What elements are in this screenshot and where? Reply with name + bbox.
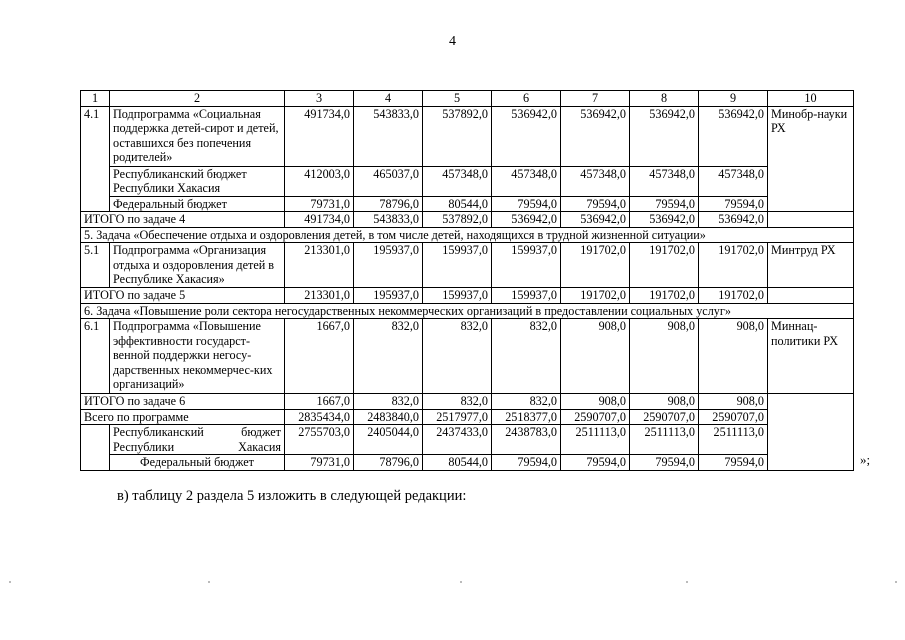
table-row	[81, 319, 854, 394]
value-cell: 908,0	[561, 394, 630, 410]
value-cell: 536942,0	[561, 106, 630, 166]
scan-speck	[895, 581, 897, 583]
value-cell: 457348,0	[561, 166, 630, 196]
item-number: 4.1	[81, 106, 110, 212]
header-cell: 10	[768, 91, 854, 107]
empty-cell	[768, 288, 854, 304]
executor-cell: Минтруд РХ	[768, 243, 854, 288]
table-header-row	[81, 91, 854, 107]
value-cell: 2835434,0	[285, 409, 354, 425]
empty-cell	[768, 212, 854, 228]
value-cell: 80544,0	[423, 455, 492, 471]
value-cell: 457348,0	[699, 166, 768, 196]
value-cell: 79731,0	[285, 196, 354, 212]
value-cell: 78796,0	[354, 196, 423, 212]
program-total-row	[81, 409, 854, 425]
page-number: 4	[449, 34, 456, 49]
value-cell: 2511113,0	[699, 425, 768, 455]
value-cell: 195937,0	[354, 243, 423, 288]
value-cell: 191702,0	[699, 288, 768, 304]
executor-cell: Миннац-политики РХ	[768, 319, 854, 394]
value-cell: 2438783,0	[492, 425, 561, 455]
task-heading: 6. Задача «Повышение роли сектора негосударственных некоммерческих организаций в предоставлении социальных услуг»	[81, 303, 854, 319]
table-row	[81, 166, 854, 196]
value-cell: 80544,0	[423, 196, 492, 212]
task-heading-row	[81, 227, 854, 243]
budget-table	[80, 90, 854, 471]
value-cell: 213301,0	[285, 243, 354, 288]
task-heading-row	[81, 303, 854, 319]
task-total-label: ИТОГО по задаче 6	[81, 394, 285, 410]
table-row	[81, 196, 854, 212]
header-cell: 7	[561, 91, 630, 107]
value-cell: 213301,0	[285, 288, 354, 304]
value-cell: 536942,0	[492, 212, 561, 228]
value-cell: 2511113,0	[630, 425, 699, 455]
value-cell: 2590707,0	[630, 409, 699, 425]
table-row	[81, 106, 854, 166]
item-name: Подпрограмма «Организация отдыха и оздоровления детей в Республике Хакасия»	[110, 243, 285, 288]
value-cell: 1667,0	[285, 394, 354, 410]
value-cell: 159937,0	[423, 288, 492, 304]
value-cell: 543833,0	[354, 212, 423, 228]
table-row	[81, 455, 854, 471]
value-cell: 2590707,0	[699, 409, 768, 425]
value-cell: 536942,0	[492, 106, 561, 166]
header-cell: 9	[699, 91, 768, 107]
value-cell: 79594,0	[492, 196, 561, 212]
executor-cell: Минобр-науки РХ	[768, 106, 854, 212]
task-heading: 5. Задача «Обеспечение отдыха и оздоровления детей, в том числе детей, находящихся в трудной жизненной ситуации»	[81, 227, 854, 243]
header-cell: 5	[423, 91, 492, 107]
value-cell: 832,0	[354, 394, 423, 410]
value-cell: 536942,0	[630, 212, 699, 228]
value-cell: 908,0	[630, 319, 699, 394]
value-cell: 491734,0	[285, 106, 354, 166]
value-cell: 537892,0	[423, 212, 492, 228]
task-total-row	[81, 394, 854, 410]
task-total-label: ИТОГО по задаче 5	[81, 288, 285, 304]
table-row	[81, 425, 854, 455]
header-cell: 2	[110, 91, 285, 107]
value-cell: 2755703,0	[285, 425, 354, 455]
value-cell: 457348,0	[630, 166, 699, 196]
value-cell: 536942,0	[699, 106, 768, 166]
value-cell: 908,0	[699, 319, 768, 394]
value-cell: 491734,0	[285, 212, 354, 228]
task-total-label: ИТОГО по задаче 4	[81, 212, 285, 228]
value-cell: 79594,0	[492, 455, 561, 471]
scan-speck	[460, 581, 462, 583]
value-cell: 159937,0	[492, 288, 561, 304]
value-cell: 832,0	[423, 394, 492, 410]
scan-speck	[208, 581, 210, 583]
value-cell: 537892,0	[423, 106, 492, 166]
value-cell: 79594,0	[561, 196, 630, 212]
program-total-label: Всего по программе	[81, 409, 285, 425]
value-cell: 543833,0	[354, 106, 423, 166]
amendment-note: в) таблицу 2 раздела 5 изложить в следующей редакции:	[117, 488, 467, 504]
value-cell: 195937,0	[354, 288, 423, 304]
budget-source: Федеральный бюджет	[110, 196, 285, 212]
value-cell: 2511113,0	[561, 425, 630, 455]
value-cell: 191702,0	[561, 288, 630, 304]
task-total-row	[81, 288, 854, 304]
budget-source: Федеральный бюджет	[110, 455, 285, 471]
header-cell: 1	[81, 91, 110, 107]
value-cell: 191702,0	[630, 288, 699, 304]
value-cell: 832,0	[354, 319, 423, 394]
value-cell: 79594,0	[561, 455, 630, 471]
value-cell: 832,0	[423, 319, 492, 394]
value-cell: 191702,0	[699, 243, 768, 288]
scan-speck	[9, 581, 11, 583]
value-cell: 2518377,0	[492, 409, 561, 425]
value-cell: 191702,0	[561, 243, 630, 288]
value-cell: 78796,0	[354, 455, 423, 471]
value-cell: 536942,0	[699, 212, 768, 228]
value-cell: 1667,0	[285, 319, 354, 394]
value-cell: 159937,0	[423, 243, 492, 288]
value-cell: 79594,0	[630, 196, 699, 212]
header-cell: 8	[630, 91, 699, 107]
table-row	[81, 243, 854, 288]
value-cell: 908,0	[630, 394, 699, 410]
item-number: 6.1	[81, 319, 110, 394]
value-cell: 832,0	[492, 394, 561, 410]
value-cell: 79594,0	[699, 455, 768, 471]
value-cell: 832,0	[492, 319, 561, 394]
header-cell: 4	[354, 91, 423, 107]
item-number: 5.1	[81, 243, 110, 288]
item-name: Подпрограмма «Социальная поддержка детей-сирот и детей, оставшихся без попечения родителей»	[110, 106, 285, 166]
value-cell: 536942,0	[630, 106, 699, 166]
value-cell: 465037,0	[354, 166, 423, 196]
value-cell: 2437433,0	[423, 425, 492, 455]
scan-speck	[686, 581, 688, 583]
value-cell: 536942,0	[561, 212, 630, 228]
value-cell: 2483840,0	[354, 409, 423, 425]
value-cell: 908,0	[699, 394, 768, 410]
budget-source: Республиканский бюджет Республики Хакасия	[110, 425, 285, 455]
value-cell: 457348,0	[492, 166, 561, 196]
value-cell: 79594,0	[630, 455, 699, 471]
empty-cell	[81, 425, 110, 471]
value-cell: 412003,0	[285, 166, 354, 196]
value-cell: 191702,0	[630, 243, 699, 288]
value-cell: 2590707,0	[561, 409, 630, 425]
budget-source: Республиканский бюджет Республики Хакасия	[110, 166, 285, 196]
value-cell: 457348,0	[423, 166, 492, 196]
empty-cell	[768, 394, 854, 471]
header-cell: 6	[492, 91, 561, 107]
value-cell: 159937,0	[492, 243, 561, 288]
value-cell: 79594,0	[699, 196, 768, 212]
value-cell: 2517977,0	[423, 409, 492, 425]
task-total-row	[81, 212, 854, 228]
item-name: Подпрограмма «Повышение эффективности государст-венной поддержки негосу-дарственных некоммерчес-ких организаций»	[110, 319, 285, 394]
value-cell: 908,0	[561, 319, 630, 394]
header-cell: 3	[285, 91, 354, 107]
value-cell: 2405044,0	[354, 425, 423, 455]
closing-quote: »;	[860, 452, 871, 467]
value-cell: 79731,0	[285, 455, 354, 471]
